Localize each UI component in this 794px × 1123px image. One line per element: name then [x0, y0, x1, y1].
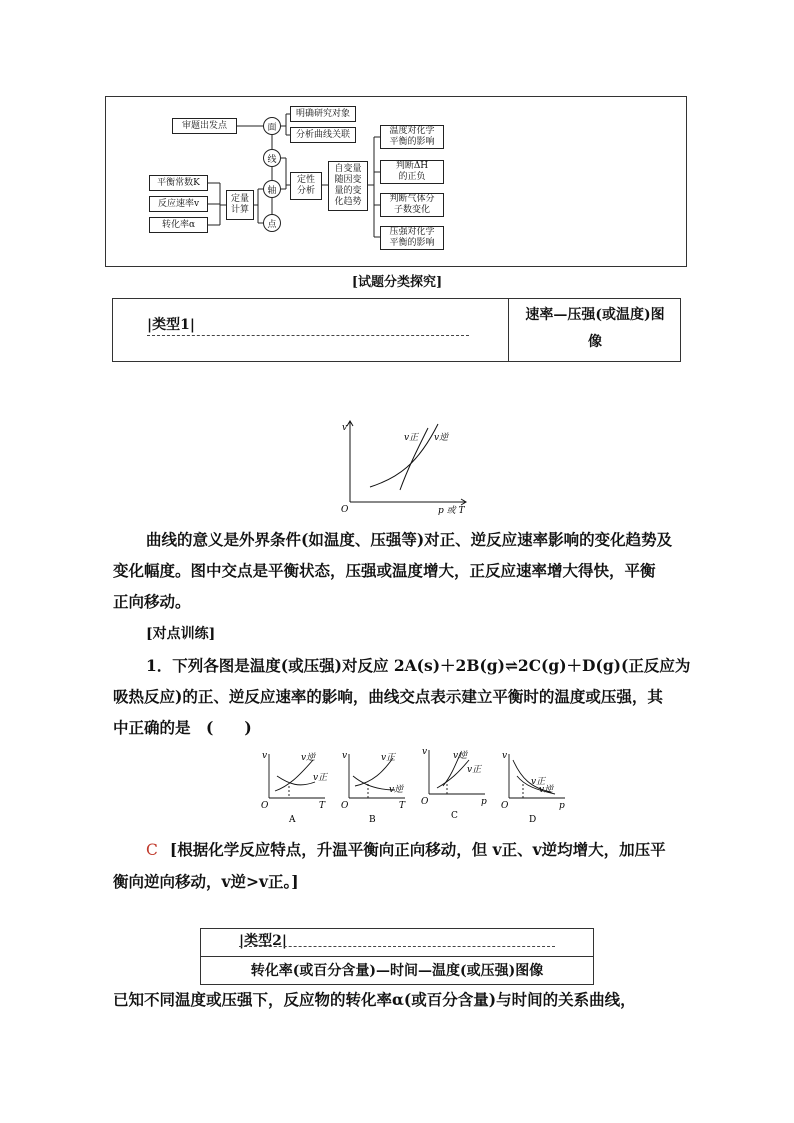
answer-line-2: 衡向逆向移动，v逆>v正。] [113, 872, 299, 891]
flowchart-frame [105, 96, 687, 267]
explain-line-3: 正向移动。 [113, 592, 191, 611]
option-b-bottom-curve: v逆 [389, 785, 404, 795]
flow-circle-line: 线 [263, 149, 281, 167]
question-line-3: 中正确的是 ( ) [113, 718, 252, 737]
type2-title: 转化率(或百分含量)—时间—温度(或压强)图像 [250, 963, 544, 979]
option-a-x: T [319, 801, 326, 811]
flow-box-qualitative: 定性 分析 [290, 172, 322, 200]
option-b-origin: O [341, 801, 349, 811]
option-c-origin: O [421, 797, 429, 807]
option-a-origin: O [261, 801, 269, 811]
option-d-x: p [559, 801, 565, 811]
flow-box-quantitative: 定量 计算 [226, 190, 254, 220]
flow-box-trend: 自变量 随因变 量的变 化趋势 [328, 161, 368, 211]
flow-circle-point: 点 [263, 214, 281, 232]
option-d-letter: D [529, 815, 537, 825]
type2-tag: |类型2| [239, 933, 287, 949]
flow-box-curve: 分析曲线关联 [290, 127, 356, 143]
section-title: [试题分类探究] [351, 275, 443, 290]
option-b-letter: B [369, 815, 376, 825]
option-c-letter: C [451, 811, 458, 821]
type2-divider [201, 956, 593, 957]
flow-box-temperature: 温度对化学 平衡的影响 [380, 125, 444, 149]
option-d-top-curve: v正 [531, 777, 546, 787]
rate-vs-condition-graph [338, 418, 488, 518]
flow-box-gas-moles: 判断气体分 子数变化 [380, 193, 444, 217]
option-c-x: p [481, 797, 487, 807]
flow-circle-surface: 面 [263, 117, 281, 135]
option-d-y: v [502, 751, 508, 761]
option-graphs [255, 746, 585, 830]
type1-tag-row [147, 314, 469, 334]
answer-line-1 [146, 834, 666, 866]
graph1-x-label: p 或 T [438, 506, 465, 516]
answer-letter: C [146, 841, 158, 859]
question-line-1: 1．下列各图是温度(或压强)对反应 2A(s)＋2B(g)⇌2C(g)＋D(g)(正反应为 [146, 656, 691, 675]
type1-tag: |类型1| [147, 317, 195, 333]
question-line-2: 吸热反应)的正、逆反应速率的影响，曲线交点表示建立平衡时的温度或压强，其 [113, 687, 663, 706]
type1-dash [147, 335, 469, 336]
flow-box-pressure: 压强对化学 平衡的影响 [380, 226, 444, 250]
practice-label: [对点训练] [146, 626, 216, 642]
flow-circle-axis: 轴 [263, 180, 281, 198]
graph1-curve-reverse: v逆 [434, 433, 449, 443]
graph1-curve-forward: v正 [404, 433, 419, 443]
flow-box-k: 平衡常数K [149, 175, 208, 191]
type2-dash [239, 946, 555, 947]
flow-box-rate: 反应速率v [149, 196, 208, 212]
option-a-y: v [262, 751, 268, 761]
type2-box [200, 928, 594, 985]
flow-box-object: 明确研究对象 [290, 106, 356, 122]
type2-tag-row [239, 930, 555, 950]
explain-line-1: 曲线的意义是外界条件(如温度、压强等)对正、逆反应速率影响的变化趋势及 [146, 530, 673, 549]
graph1-origin: O [341, 505, 349, 515]
flow-box-conversion: 转化率α [149, 217, 208, 233]
type1-table [112, 298, 681, 362]
option-b-y: v [342, 751, 348, 761]
option-c-top-curve: v逆 [453, 751, 468, 761]
last-line: 已知不同温度或压强下，反应物的转化率α(或百分含量)与时间的关系曲线， [113, 990, 636, 1009]
option-c-y: v [422, 747, 428, 757]
option-d-origin: O [501, 801, 509, 811]
graph1-y-label: v [342, 423, 348, 433]
flow-start-box: 审题出发点 [172, 118, 237, 134]
option-b-x: T [399, 801, 406, 811]
option-c-bottom-curve: v正 [467, 765, 482, 775]
explain-line-2: 变化幅度。图中交点是平衡状态，压强或温度增大，正反应速率增大得快，平衡 [113, 561, 656, 580]
option-b-top-curve: v正 [381, 753, 396, 763]
option-a-top-curve: v逆 [301, 753, 316, 763]
flow-box-enthalpy: 判断ΔH 的正负 [380, 160, 444, 184]
option-d-bottom-curve: v逆 [539, 785, 554, 795]
answer-text-1: [根据化学反应特点，升温平衡向正向移动，但 v正、v逆均增大，加压平 [169, 840, 666, 859]
option-a-bottom-curve: v正 [313, 773, 328, 783]
type1-title: 速率—压强(或温度)图 像 [525, 307, 665, 350]
option-a-letter: A [289, 815, 296, 825]
